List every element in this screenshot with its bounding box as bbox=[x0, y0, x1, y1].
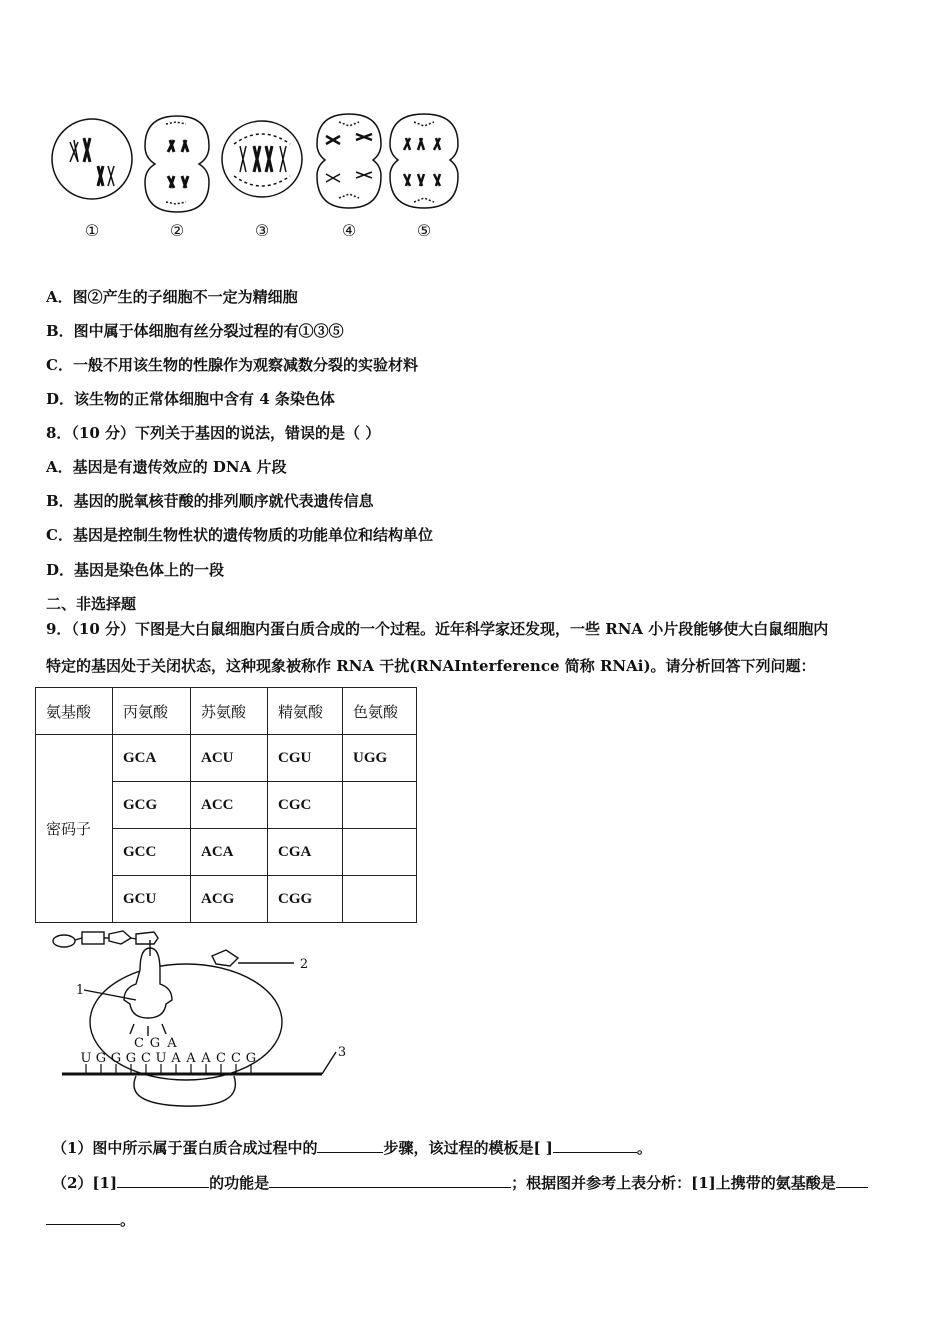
free-amino-acid bbox=[212, 950, 238, 966]
table-cell: UGG bbox=[343, 735, 417, 782]
translation-diagram bbox=[44, 926, 364, 1116]
mrna-base: A bbox=[186, 1051, 196, 1066]
amino-acid-2 bbox=[82, 932, 104, 944]
q8-option-a: A．基因是有遗传效应的 DNA 片段 bbox=[46, 458, 287, 476]
q7-option-a: A．图②产生的子细胞不一定为精细胞 bbox=[46, 288, 298, 306]
q9-stem-line1: 9．（10 分）下图是大白鼠细胞内蛋白质合成的一个过程。近年科学家还发现，一些 RNA 小片段能够使大白鼠细胞内 bbox=[46, 620, 829, 638]
codon-table bbox=[35, 687, 417, 923]
diagram-label-3: 3 bbox=[337, 1045, 347, 1060]
cell-3 bbox=[222, 121, 302, 197]
table-cell bbox=[343, 829, 417, 876]
row-label: 密码子 bbox=[36, 735, 113, 923]
table-cell: ACC bbox=[191, 782, 268, 829]
figure-label-5: ⑤ bbox=[416, 221, 432, 240]
table-header: 丙氨酸 bbox=[113, 688, 191, 735]
diagram-label-2: 2 bbox=[299, 957, 309, 972]
q9-sub1 bbox=[52, 1137, 652, 1158]
mrna-base: U bbox=[80, 1051, 92, 1066]
table-header: 精氨酸 bbox=[268, 688, 343, 735]
figure-label-4: ④ bbox=[341, 221, 357, 240]
figure-label-1: ① bbox=[84, 221, 100, 240]
answer-blank[interactable] bbox=[269, 1173, 511, 1188]
table-cell: GCG bbox=[113, 782, 191, 829]
mrna-base: A bbox=[171, 1051, 181, 1066]
answer-blank[interactable] bbox=[117, 1173, 209, 1188]
cell-5 bbox=[390, 114, 458, 208]
table-cell: CGU bbox=[268, 735, 343, 782]
trna-1 bbox=[124, 940, 172, 1036]
q9-sub2-prefix: （2）[1] bbox=[52, 1174, 118, 1192]
q7-option-c: C．一般不用该生物的性腺作为观察减数分裂的实验材料 bbox=[46, 356, 418, 374]
q9-sub2-cont bbox=[46, 1209, 135, 1230]
q9-sub1-bracket: ] bbox=[540, 1139, 553, 1157]
section-heading: 二、非选择题 bbox=[46, 595, 137, 613]
cell-1 bbox=[52, 119, 132, 199]
q9-sub1-mid: 步骤，该过程的模板是[ bbox=[383, 1139, 541, 1157]
table-cell bbox=[343, 782, 417, 829]
mrna-base: G bbox=[125, 1051, 137, 1066]
q9-stem-line2: 特定的基因处于关闭状态，这种现象被称作 RNA 干扰(RNAInterference 简称 RNAi)。请分析回答下列问题： bbox=[46, 657, 816, 675]
mrna-base: G bbox=[110, 1051, 122, 1066]
table-cell: CGG bbox=[268, 876, 343, 923]
table-cell: ACG bbox=[191, 876, 268, 923]
table-cell: GCA bbox=[113, 735, 191, 782]
mrna-base: U bbox=[155, 1051, 167, 1066]
table-cell: GCC bbox=[113, 829, 191, 876]
cell-4 bbox=[317, 114, 381, 208]
mrna-base: G bbox=[95, 1051, 107, 1066]
q9-sub1-prefix: （1）图中所示属于蛋白质合成过程中的 bbox=[52, 1139, 318, 1157]
cell-division-figure bbox=[44, 104, 474, 244]
anticodon-base: A bbox=[167, 1036, 177, 1051]
figure-label-3: ③ bbox=[254, 221, 270, 240]
q9-sub1-end: 。 bbox=[636, 1139, 652, 1157]
table-cell bbox=[343, 876, 417, 923]
answer-blank[interactable] bbox=[46, 1210, 120, 1225]
q7-option-b: B．图中属于体细胞有丝分裂过程的有①③⑤ bbox=[46, 322, 344, 340]
figure-label-2: ② bbox=[169, 221, 185, 240]
cell-2 bbox=[145, 116, 209, 212]
table-cell: CGA bbox=[268, 829, 343, 876]
table-header-row bbox=[36, 688, 417, 735]
table-header: 苏氨酸 bbox=[191, 688, 268, 735]
amino-acid-4 bbox=[136, 932, 158, 944]
mrna-base: C bbox=[231, 1051, 241, 1066]
table-header: 氨基酸 bbox=[36, 688, 113, 735]
q8-option-b: B．基因的脱氧核苷酸的排列顺序就代表遗传信息 bbox=[46, 492, 374, 510]
answer-blank[interactable] bbox=[553, 1138, 637, 1153]
diagram-label-1: 1 bbox=[75, 983, 85, 998]
answer-blank[interactable] bbox=[836, 1173, 868, 1188]
mrna-base: C bbox=[141, 1051, 151, 1066]
table-cell: GCU bbox=[113, 876, 191, 923]
mrna-base: A bbox=[201, 1051, 211, 1066]
q9-sub2-mid1: 的功能是 bbox=[209, 1174, 270, 1192]
table-cell: ACA bbox=[191, 829, 268, 876]
q9-sub2 bbox=[52, 1172, 868, 1193]
q8-option-c: C．基因是控制生物性状的遗传物质的功能单位和结构单位 bbox=[46, 526, 433, 544]
q9-sub2-end: 。 bbox=[120, 1211, 136, 1229]
q8-stem: 8．（10 分）下列关于基因的说法，错误的是（ ） bbox=[46, 424, 381, 442]
table-cell: CGC bbox=[268, 782, 343, 829]
table-row bbox=[36, 735, 417, 782]
table-header: 色氨酸 bbox=[343, 688, 417, 735]
mrna-base: G bbox=[245, 1051, 257, 1066]
anticodon-base: G bbox=[149, 1036, 161, 1051]
q8-option-d: D．基因是染色体上的一段 bbox=[46, 561, 225, 579]
answer-blank[interactable] bbox=[317, 1138, 383, 1153]
mrna-base: C bbox=[216, 1051, 226, 1066]
table-cell: ACU bbox=[191, 735, 268, 782]
q9-sub2-mid2: ；根据图并参考上表分析：[1]上携带的氨基酸是 bbox=[511, 1174, 836, 1192]
q7-option-d: D．该生物的正常体细胞中含有 4 条染色体 bbox=[46, 390, 335, 408]
amino-acid-3 bbox=[109, 931, 131, 944]
amino-acid-1 bbox=[53, 935, 75, 947]
anticodon-base: C bbox=[134, 1036, 144, 1051]
